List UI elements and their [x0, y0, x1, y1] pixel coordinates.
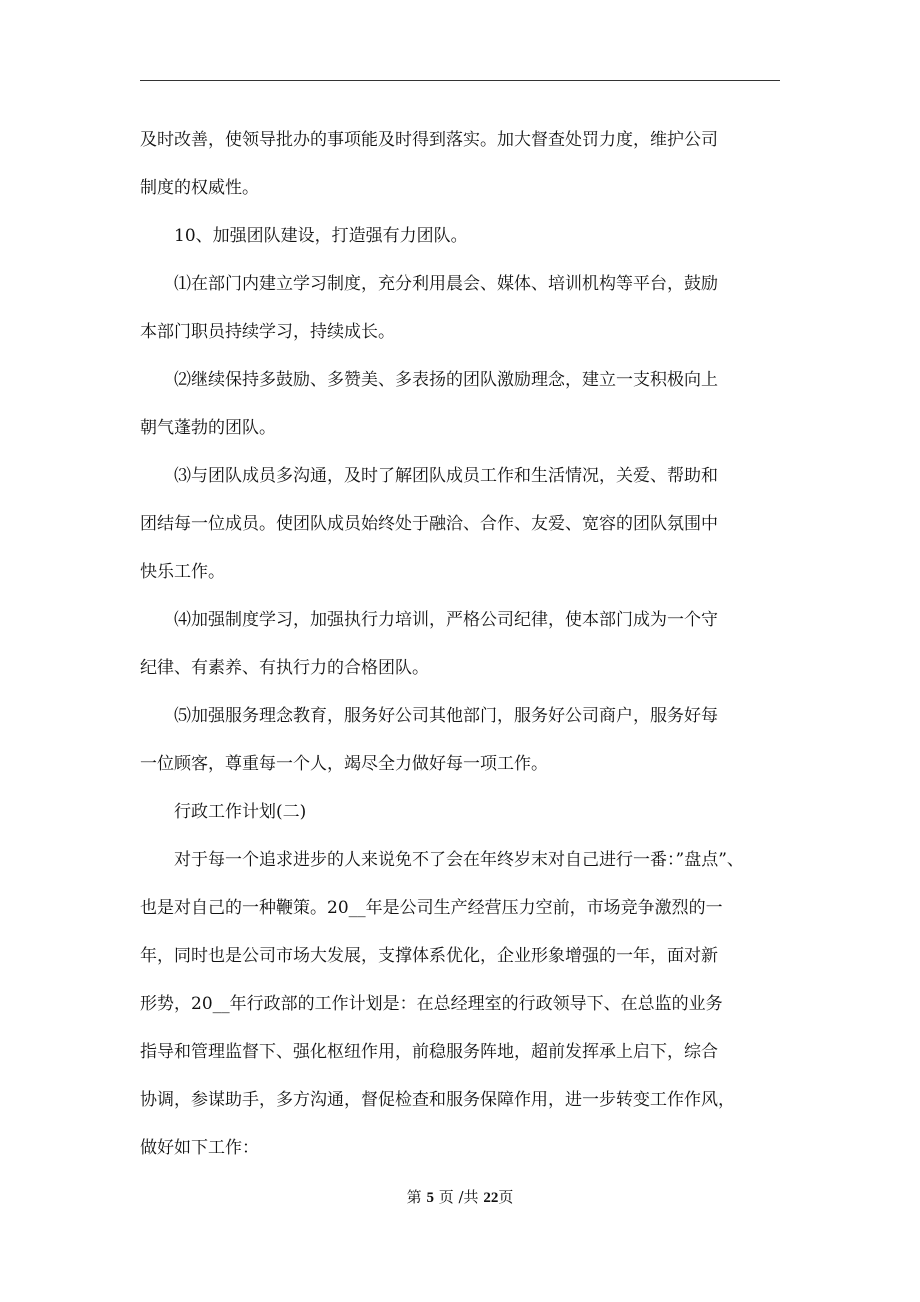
footer-middle: 页 /共: [438, 1188, 479, 1206]
text-line: 也是对自己的一种鞭策。20__年是公司生产经营压力空前，市场竞争激烈的一: [140, 898, 723, 918]
document-body: [140, 116, 800, 1172]
text-line: 年，同时也是公司市场大发展，支撑体系优化，企业形象增强的一年，面对新: [140, 946, 718, 966]
total-page-count: 22: [483, 1190, 499, 1206]
text-line: 形势，20__年行政部的工作计划是：在总经理室的行政领导下、在总监的业务: [140, 994, 723, 1014]
footer-suffix: 页: [498, 1188, 514, 1206]
text-line: 指导和管理监督下、强化枢纽作用，前稳服务阵地，超前发挥承上启下，综合: [140, 1042, 718, 1062]
current-page-number: 5: [426, 1190, 434, 1206]
text-line: ⑵继续保持多鼓励、多赞美、多表扬的团队激励理念，建立一支积极向上: [174, 370, 718, 390]
text-line: 纪律、有素养、有执行力的合格团队。: [140, 658, 429, 678]
footer-prefix: 第: [406, 1188, 422, 1206]
text-line: ⑸加强服务理念教育，服务好公司其他部门，服务好公司商户，服务好每: [174, 706, 718, 726]
text-line: ⑶与团队成员多沟通，及时了解团队成员工作和生活情况，关爱、帮助和: [174, 466, 718, 486]
text-line: 行政工作计划(二): [174, 802, 307, 822]
text-line: ⑷加强制度学习，加强执行力培训，严格公司纪律，使本部门成为一个守: [174, 610, 718, 630]
text-line: 对于每一个追求进步的人来说免不了会在年终岁末对自己进行一番：”盘点”、: [174, 850, 744, 870]
page-footer: [0, 1185, 920, 1210]
text-line: 一位顾客，尊重每一个人，竭尽全力做好每一项工作。: [140, 754, 548, 774]
text-line: 10、加强团队建设，打造强有力团队。: [174, 226, 468, 246]
text-line: 制度的权威性。: [140, 178, 259, 198]
text-line: ⑴在部门内建立学习制度，充分利用晨会、媒体、培训机构等平台，鼓励: [174, 274, 718, 294]
text-line: 团结每一位成员。使团队成员始终处于融洽、合作、友爱、宽容的团队氛围中: [140, 514, 718, 534]
text-line: 快乐工作。: [140, 562, 225, 582]
header-divider: [140, 80, 780, 81]
text-line: 朝气蓬勃的团队。: [140, 418, 276, 438]
text-line: 协调，参谋助手，多方沟通，督促检查和服务保障作用，进一步转变工作作风，: [140, 1090, 735, 1110]
text-line: 做好如下工作：: [140, 1138, 259, 1158]
text-line: 及时改善，使领导批办的事项能及时得到落实。加大督查处罚力度，维护公司: [140, 130, 718, 150]
text-line: 本部门职员持续学习，持续成长。: [140, 322, 395, 342]
